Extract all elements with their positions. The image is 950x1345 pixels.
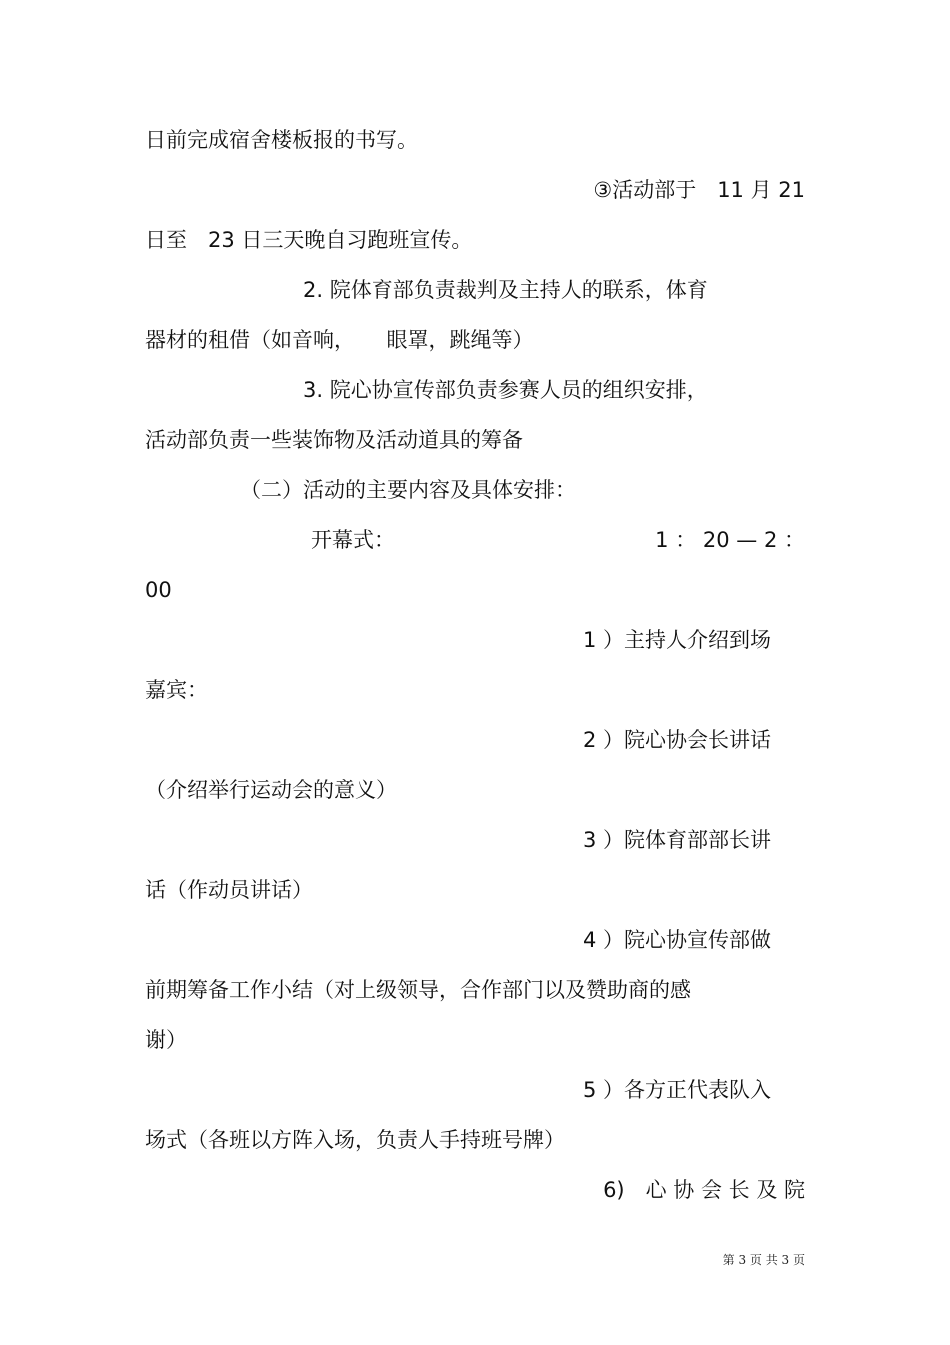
text-line: 话（作动员讲话） <box>145 878 313 902</box>
list-item: 5 ）各方正代表队入 <box>583 1078 772 1102</box>
list-item: 3 ）院体育部部长讲 <box>583 828 772 852</box>
text-line: 3. 院心协宣传部负责参赛人员的组织安排， <box>303 378 708 402</box>
text-line: 开幕式： <box>311 528 395 552</box>
text-line: 谢） <box>145 1028 187 1052</box>
text-line: 嘉宾： <box>145 678 208 702</box>
text-line: 器材的租借（如音响， 眼罩，跳绳等） <box>145 328 534 352</box>
list-item: 2 ）院心协会长讲话 <box>583 728 772 752</box>
text-line: 场式（各班以方阵入场，负责人手持班号牌） <box>145 1128 565 1152</box>
text-line: 日前完成宿舍楼板报的书写。 <box>145 128 418 152</box>
text-line: （介绍举行运动会的意义） <box>145 778 397 802</box>
text-line: 2. 院体育部负责裁判及主持人的联系，体育 <box>303 278 708 302</box>
section-heading: （二）活动的主要内容及具体安排： <box>240 478 576 502</box>
list-item: 6) 心 协 会 长 及 院 <box>603 1178 805 1202</box>
list-item: 4 ）院心协宣传部做 <box>583 928 772 952</box>
time-range: 1 ： 20 — 2 ： <box>655 528 805 552</box>
list-item: 1 ）主持人介绍到场 <box>583 628 772 652</box>
page-footer: 第 3 页 共 3 页 <box>722 1253 805 1267</box>
text-line: ③活动部于 11 月 21 <box>593 178 805 202</box>
text-line: 活动部负责一些装饰物及活动道具的筹备 <box>145 428 523 452</box>
text-line: 日至 23 日三天晚自习跑班宣传。 <box>145 228 473 252</box>
text-line: 前期筹备工作小结（对上级领导，合作部门以及赞助商的感 <box>145 978 691 1002</box>
text-line: 00 <box>145 578 172 602</box>
